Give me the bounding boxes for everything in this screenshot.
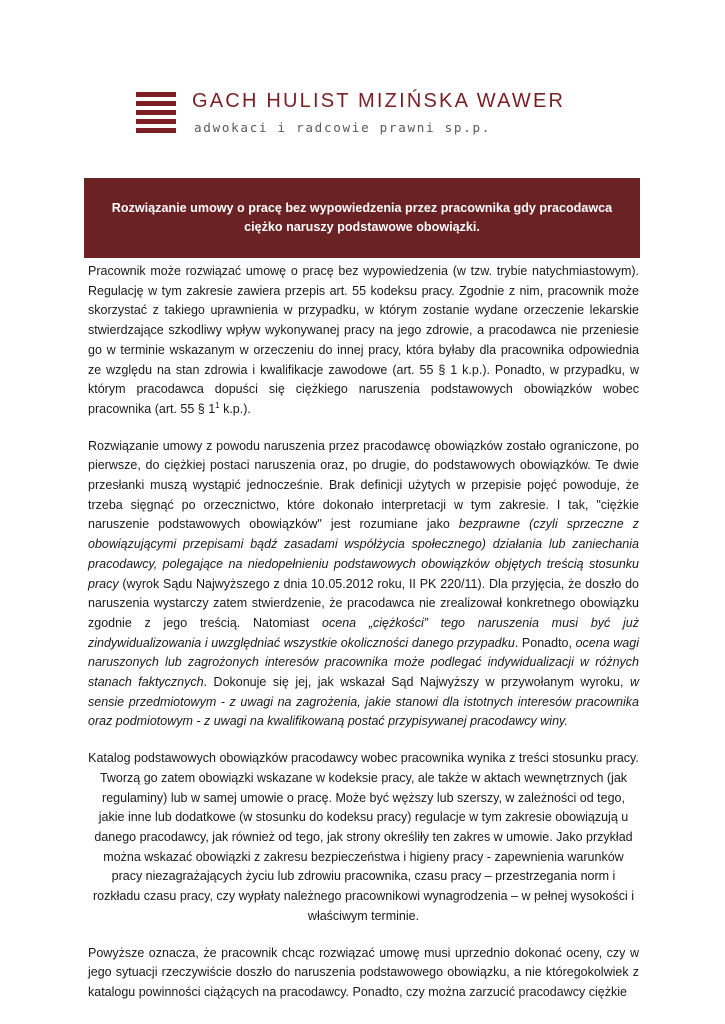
paragraph-text: (wyrok Sądu Najwyższego z dnia 10.05.2012 roku, II PK 220/11). Dla przyjęcia, że doszło do naruszenia wystarczy zatem stwierdzenie, że pracodawca nie zrealizował konkretnego obowiązku zgodnie z jego treścią. Natomiast	[88, 576, 639, 630]
firm-name: GACH HULIST MIZIŃSKA WAWER	[192, 90, 566, 112]
firm-logo	[136, 86, 606, 146]
paragraph-text: Pracownik może rozwiązać umowę o pracę bez wypowiedzenia (w tzw. trybie natychmiastowym). Regulację w tym zakresie zawiera przepis art. 55 kodeksu pracy. Zgodnie z nim, pracownik może skorzystać z takiego uprawnienia w przypadku, w którym zostanie wydane orzeczenie lekarskie stwierdzające szkodliwy wpływ wykonywanej pracy na jego zdrowie, a pracodawca nie przeniesie go w terminie wskazanym w orzeczeniu do innej pracy, która byłaby dla pracownika odpowiednia ze względu na stan zdrowia i kwalifikacje zawodowe (art. 55 § 1 k.p.). Ponadto, w przypadku, w którym pracodawca dopuści się ciężkiego naruszenia podstawowych obowiązków wobec pracownika (art. 55 § 1	[88, 264, 639, 416]
firm-subtitle: adwokaci i radcowie prawni sp.p.	[194, 120, 492, 135]
paragraph-1	[88, 262, 639, 420]
paragraph-4	[88, 944, 639, 1003]
article-body	[88, 262, 639, 1003]
paragraph-3	[88, 749, 639, 926]
paragraph-text: . Dokonuje się jej, jak wskazał Sąd Najwyższy w przywołanym wyroku,	[203, 675, 630, 690]
stacked-bars-logo-icon	[136, 92, 176, 137]
italic-quote: ocena „ciężkości” tego naruszenia musi być już zindywidualizowania i uwzględniać wszystkie okoliczności danego przypadku	[88, 615, 640, 650]
paragraph-text: Katalog podstawowych obowiązków pracodawcy wobec pracownika wynika z treści stosunku pracy. Tworzą go zatem obowiązki wskazane w kodeksie pracy, ale także w aktach wewnętrznych (jak regulaminy) lub w samej umowie o pracę. Może być węższy lub szerszy, w zależności od tego, jakie inne lub dodatkowe (w stosunku do kodeksu pracy) regulacje w tym zakresie obowiązują u danego pracodawcy, jak również od tego, jak strony określiły ten zakres w umowie. Jako przykład można wskazać obowiązki z zakresu bezpieczeństwa i higieny pracy - zapewnienia warunków pracy niezagrażających życiu lub zdrowiu pracownika, czasu pracy – przestrzegania norm i rozkładu czasu pracy, czy wypłaty należnego pracownikowi wynagrodzenia – w pełnej wysokości i właściwym terminie.	[88, 751, 639, 923]
paragraph-2	[88, 437, 639, 733]
paragraph-text: Rozwiązanie umowy z powodu naruszenia przez pracodawcę obowiązków zostało ograniczone, po pierwsze, do ciężkiej postaci naruszenia oraz, po drugie, do podstawowych obowiązków. Te dwie przesłanki muszą wystąpić jednocześnie. Brak definicji użytych w przepisie pojęć powoduje, że trzeba sięgnąć po orzecznictwo, które dokonało interpretacji w tym zakresie. I tak, "ciężkie naruszenie podstawowych obowiązków" jest rozumiane jako	[88, 438, 639, 532]
paragraph-text: Powyższe oznacza, że pracownik chcąc rozwiązać umowę musi uprzednio dokonać oceny, czy w jego sytuacji rzeczywiście doszło do naruszenia podstawowego obowiązku, a nie któregokolwiek z katalogu powinności ciążących na pracodawcy. Ponadto, czy można zarzucić pracodawcy ciężkie	[88, 945, 639, 999]
superscript: 1	[215, 400, 220, 410]
article-title: Rozwiązanie umowy o pracę bez wypowiedzenia przez pracownika gdy pracodawca ciężko naruszy podstawowe obowiązki.	[111, 201, 613, 234]
paragraph-text: k.p.).	[219, 401, 251, 416]
italic-quote: bezprawne (czyli sprzeczne z obowiązującymi przepisami bądź zasadami współżycia społecznego) działania lub zaniechania pracodawcy, polegające na niedopełnieniu podstawowych obowiązków objętych treścią stosunku pracy	[88, 517, 639, 591]
article-title-banner	[84, 178, 640, 258]
italic-quote: ocena wagi naruszonych lub zagrożonych interesów pracownika może podlegać indywidualizacji w różnych stanach faktycznych	[88, 635, 639, 690]
italic-quote: w sensie przedmiotowym - z uwagi na zagrożenia, jakie stanowi dla istotnych interesów pracownika oraz podmiotowym - z uwagi na kwalifikowaną postać przypisywanej pracodawcy winy.	[88, 675, 639, 729]
paragraph-text: . Ponadto,	[514, 635, 576, 650]
